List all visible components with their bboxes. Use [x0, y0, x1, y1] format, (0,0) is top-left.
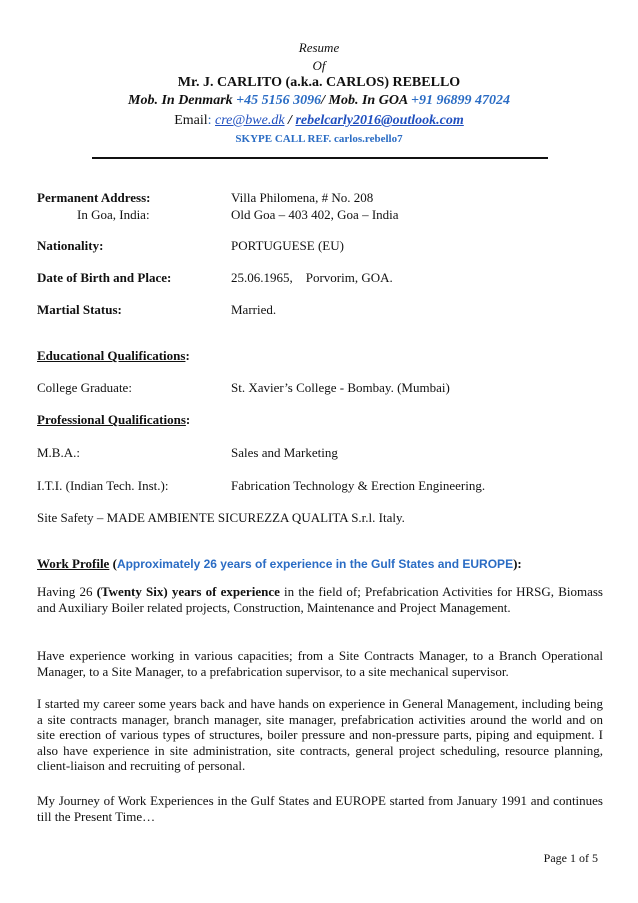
education-heading: [37, 348, 190, 364]
page-number: Page 1 of 5: [543, 851, 598, 865]
dob-label: Date of Birth and Place:: [37, 270, 172, 285]
goa-address-value: Old Goa – 403 402, Goa – India: [231, 207, 399, 222]
work-profile-highlight: Approximately 26 years of experience in the Gulf States and EUROPE: [116, 557, 514, 571]
email-label: Email: [174, 113, 208, 128]
nationality-label: Nationality:: [37, 238, 104, 253]
nationality-value: PORTUGUESE (EU): [231, 238, 344, 253]
education-heading-text: Educational Qualifications: [37, 348, 186, 363]
skype-ref: SKYPE CALL REF. carlos.rebello7: [235, 133, 403, 145]
dob-value: [231, 270, 393, 286]
college-label: College Graduate:: [37, 380, 132, 395]
work-profile-heading-text: Work Profile: [37, 556, 110, 571]
professional-heading-text: Professional Qualifications: [37, 412, 186, 427]
candidate-name: Mr. J. CARLITO (a.k.a. CARLOS) REBELLO: [177, 75, 461, 90]
mob-denmark-label: Mob. In Denmark: [128, 93, 233, 108]
work-paragraph-3: I started my career some years back and have hands on experience in General Management, including being a site contracts manager, branch manager, site manager, prefabrication activities around the world and on site erection of various types of structures, boiler pressure and non-pressure parts, piping and equipment. I also have experience in site administration, site contracts, general project scheduling, resource planning, client-liaison and recruiting of personal.: [37, 696, 603, 774]
work-p1-text-b: in the field of; Prefabrication Activities for HRSG, Biomass and Auxiliary Boiler related projects, Construction, Maintenance and Project Management.: [37, 584, 603, 615]
phone-line: [0, 93, 638, 109]
email-link-2[interactable]: rebelcarly2016@outlook.com: [295, 113, 464, 128]
work-profile-open-paren: (: [112, 556, 117, 571]
education-heading-colon: :: [185, 348, 190, 363]
marital-status-value: Married.: [231, 302, 277, 317]
email-line: [0, 113, 638, 129]
work-profile-heading: [37, 556, 522, 572]
mba-value: Sales and Marketing: [231, 445, 338, 460]
work-p1-text-a: Having 26: [37, 584, 97, 599]
iti-value: Fabrication Technology & Erection Engineering.: [231, 478, 486, 493]
phone-separator: /: [321, 93, 326, 108]
resume-of: Of: [312, 58, 326, 73]
work-paragraph-4: My Journey of Work Experiences in the Gulf States and EUROPE started from January 1991 and continues till the Present Time…: [37, 793, 603, 824]
iti-label: I.T.I. (Indian Tech. Inst.):: [37, 478, 169, 493]
goa-address-label: In Goa, India:: [77, 207, 150, 222]
work-paragraph-2: Have experience working in various capacities; from a Site Contracts Manager, to a Branch Operational Manager, to a Site Manager, to a prefabrication supervisor, to a site mechanical supervisor.: [37, 648, 603, 679]
marital-status-label: Martial Status:: [37, 302, 122, 317]
work-paragraph-1: [37, 584, 603, 615]
dob-place: Porvorim, GOA.: [305, 270, 393, 285]
work-p1-bold: (Twenty Six) years of experience: [96, 584, 280, 599]
permanent-address-label: Permanent Address:: [37, 190, 151, 205]
mob-denmark-number: +45 5156 3096: [236, 93, 322, 108]
work-profile-close-paren: ):: [513, 556, 522, 571]
mba-label: M.B.A.:: [37, 445, 80, 460]
professional-heading: [37, 412, 190, 428]
mob-goa-label: Mob. In GOA: [328, 93, 408, 108]
site-safety-line: Site Safety – MADE AMBIENTE SICUREZZA QUALITA S.r.l. Italy.: [37, 510, 405, 525]
email-separator: /: [288, 113, 292, 128]
professional-heading-colon: :: [185, 412, 191, 427]
email-colon: :: [207, 113, 212, 128]
permanent-address-value: Villa Philomena, # No. 208: [231, 190, 374, 205]
header-divider: [92, 157, 548, 159]
resume-title: Resume: [298, 40, 340, 55]
dob-date: 25.06.1965,: [231, 270, 293, 285]
college-value: St. Xavier’s College - Bombay. (Mumbai): [231, 380, 450, 395]
email-link-1[interactable]: cre@bwe.dk: [215, 113, 285, 128]
mob-goa-number: +91 96899 47024: [411, 93, 510, 108]
